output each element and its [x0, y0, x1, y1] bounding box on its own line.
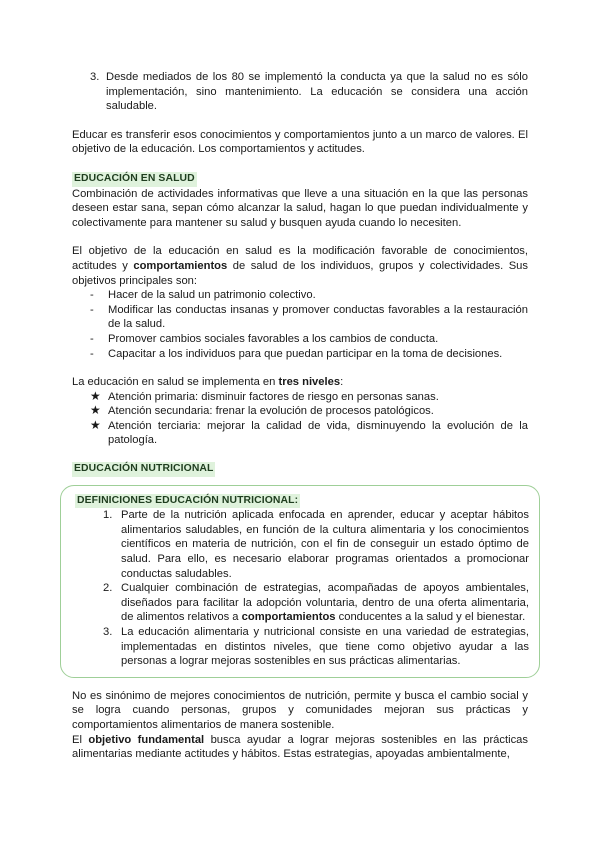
- list-item-text: Modificar las conductas insanas y promover conductas favorables a la restauración de la salud.: [108, 303, 528, 331]
- list-item: [72, 332, 528, 347]
- list-item: [72, 390, 528, 405]
- definition-item-3: [75, 625, 529, 669]
- bold-text: objetivo fundamental: [88, 733, 205, 746]
- paragraph-objetivo-fundamental: [72, 733, 528, 762]
- section-heading-educacion-salud: EDUCACIÓN EN SALUD: [72, 172, 197, 187]
- definition-item-1: [75, 508, 529, 581]
- list-number: 3.: [90, 71, 100, 83]
- list-item-text: Capacitar a los individuos para que puedan participar en la toma de decisiones.: [108, 347, 503, 360]
- list-number: 3.: [103, 626, 113, 638]
- definition-item-2: [75, 581, 529, 625]
- text-run: El objetivo de la educación en salud es la modificación favorable de conocimientos, actitudes y: [72, 245, 528, 272]
- document-page: [72, 70, 528, 762]
- list-number: 2.: [103, 582, 113, 595]
- text-run: de salud de los individuos, grupos y colectividades. Sus objetivos principales son:: [72, 259, 528, 287]
- text-run: :: [340, 376, 344, 389]
- paragraph-objective: [72, 244, 528, 288]
- star-icon: ★: [90, 388, 101, 403]
- text-run: busca ayudar a lograr mejoras sostenibles en las prácticas alimentarias mediante actitudes y hábitos. Estas estrategias, apoyadas ambientalmente,: [72, 733, 528, 761]
- levels-list: [72, 390, 528, 448]
- bold-text: comportamientos: [133, 259, 228, 272]
- bold-text: comportamientos: [241, 611, 336, 624]
- star-icon: ★: [90, 417, 101, 432]
- paragraph-educar: Educar es transferir esos conocimientos y comportamientos junto a un marco de valores. El objetivo de la educación. Los comportamientos y actitudes.: [72, 128, 528, 156]
- text-run: La educación en salud se implementa en: [72, 376, 279, 389]
- list-item: [72, 404, 528, 419]
- box-heading: DEFINICIONES EDUCACIÓN NUTRICIONAL:: [75, 494, 300, 509]
- list-item: [72, 288, 528, 303]
- list-item-text: Hacer de la salud un patrimonio colectivo.: [108, 289, 316, 302]
- star-icon: ★: [90, 403, 101, 418]
- paragraph-no-sinonimo: No es sinónimo de mejores conocimientos de nutrición, permite y busca el cambio social y se logra cuando personas, grupos y comunidades mejoran sus prácticas y comportamientos alimentarios de manera sostenible.: [72, 689, 528, 731]
- list-item: [72, 419, 528, 448]
- definitions-box: [60, 485, 540, 678]
- paragraph-levels: [72, 375, 528, 390]
- dash-bullet: -: [90, 303, 94, 316]
- text-run: Cualquier combinación de estrategias, acompañadas de apoyos ambientales, diseñados para facilitar la adopción voluntaria, dentro de una oferta alimentaria, de alimentos relativos a: [121, 582, 529, 624]
- list-item-text: Atención secundaria: frenar la evolución de procesos patológicos.: [108, 405, 434, 418]
- list-item-text: Atención terciaria: mejorar la calidad de vida, disminuyendo la evolución de la patología.: [108, 419, 528, 447]
- dash-bullet: -: [90, 347, 94, 360]
- list-item-text: Promover cambios sociales favorables a los cambios de conducta.: [108, 332, 439, 345]
- section-heading-educacion-nutricional: EDUCACIÓN NUTRICIONAL: [72, 462, 215, 477]
- dash-bullet: -: [90, 332, 94, 345]
- list-item: [72, 347, 528, 362]
- paragraph-definition: Combinación de actividades informativas que lleve a una situación en la que las personas deseen estar sana, sepan cómo alcanzar la salud, hagan lo que puedan individualmente y colectivamente para mantener su salud y busquen ayuda cuando lo necesiten.: [72, 187, 528, 229]
- dash-bullet: -: [90, 289, 94, 302]
- list-item-text: Atención primaria: disminuir factores de riesgo en personas sanas.: [108, 390, 439, 403]
- objectives-list: [72, 288, 528, 361]
- bold-text: tres niveles: [278, 376, 341, 389]
- list-item-text: La educación alimentaria y nutricional consiste en una variedad de estrategias, implementadas en distintos niveles, que tiene como objetivo ayudar a las personas a lograr mejoras sostenibles en sus prácticas alimentarias.: [121, 626, 529, 668]
- list-number: 1.: [103, 509, 113, 522]
- list-item-3: [72, 70, 528, 114]
- list-item-text: Parte de la nutrición aplicada enfocada en aprender, educar y aceptar hábitos alimentarios saludables, en función de la cultura alimentaria y los conocimientos científicos en materia de nutrición, con el fin de conseguir un estado óptimo de salud. Para ello, es necesario elaborar programas orientados a promocionar conductas saludables.: [121, 509, 529, 580]
- list-item: [72, 303, 528, 332]
- text-run: conducentes a la salud y el bienestar.: [335, 611, 526, 624]
- list-item-text: Desde mediados de los 80 se implementó la conducta ya que la salud no es sólo implementación, sino mantenimiento. La educación se considera una acción saludable.: [106, 71, 528, 113]
- text-run: El: [72, 733, 89, 746]
